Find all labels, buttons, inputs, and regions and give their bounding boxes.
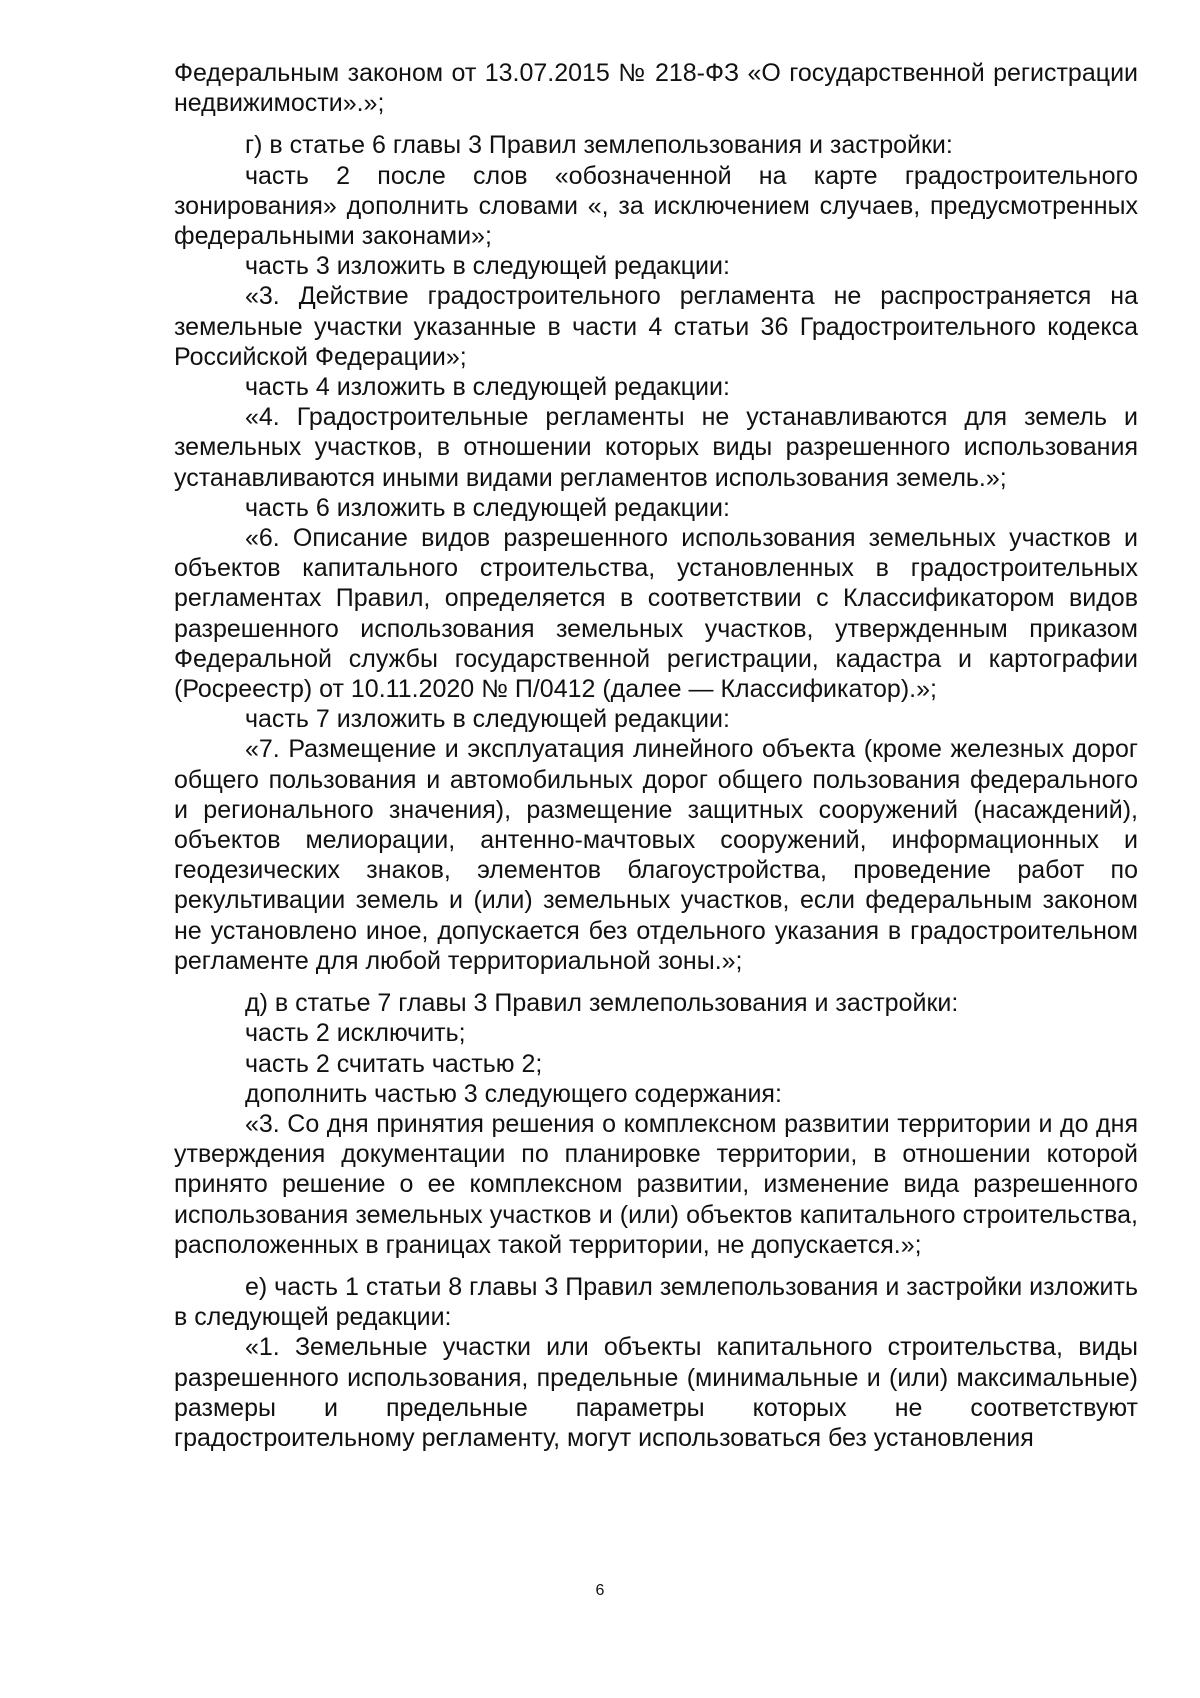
paragraph-item-g: г) в статье 6 главы 3 Правил землепользования и застройки: [245, 131, 953, 160]
paragraph-part-4-heading: часть 4 изложить в следующей редакции: [245, 373, 730, 402]
paragraph-add-part-3-heading: дополнить частью 3 следующего содержания: [245, 1079, 782, 1108]
paragraph-article-8-part-1-text: «1. Земельные участки или объекты капитального строительства, виды разрешенного использования, предельные (минимальные и (или) максимальные) размеры и предельные параметры которых не соответствуют градостроительному регламенту, могут использоваться без установления [174, 1333, 1138, 1452]
paragraph-part-7-heading: часть 7 изложить в следующей редакции: [245, 705, 730, 734]
paragraph-part-4-text: «4. Градостроительные регламенты не устанавливаются для земель и земельных участков, в отношении которых виды разрешенного использования устанавливаются иными видами регламентов использования земель.»; [174, 403, 1138, 492]
paragraph-part-7-text: «7. Размещение и эксплуатация линейного объекта (кроме железных дорог общего пользования и автомобильных дорог общего пользования федерального и регионального значения), размещение защитных сооружений (насаждений), объектов мелиорации, антенно-мачтовых сооружений, информационных и геодезических знаков, элементов благоустройства, проведение работ по рекультивации земель и (или) земельных участков, если федеральным законом не установлено иное, допускается без отдельного указания в градостроительном регламенте для любой территориальной зоны.»; [174, 735, 1138, 975]
paragraph-part-6-text: «6. Описание видов разрешенного использования земельных участков и объектов капитального строительства, установленных в градостроительных регламентах Правил, определяется в соответствии с Классификатором видов разрешенного использования земельных участков, утвержденным приказом Федеральной службы государственной регистрации, кадастра и картографии (Росреестр) от 10.11.2020 № П/0412 (далее — Классификатор).»; [174, 524, 1138, 704]
paragraph-part-6-heading: часть 6 изложить в следующей редакции: [245, 493, 730, 522]
paragraph-law-reference: Федеральным законом от 13.07.2015 № 218-ФЗ «О государственной регистрации недвижимости».»; [174, 59, 1138, 118]
paragraph-part-2-renumber: часть 2 считать частью 2; [245, 1049, 543, 1078]
paragraph-part-3-text: «3. Действие градостроительного регламента не распространяется на земельные участки указанные в части 4 статьи 36 Градостроительного кодекса Российской Федерации»; [174, 282, 1138, 371]
paragraph-add-part-3-text: «3. Со дня принятия решения о комплексном развитии территории и до дня утверждения документации по планировке территории, в отношении которой принято решение о ее комплексном развитии, изменение вида разрешенного использования земельных участков и (или) объектов капитального строительства, расположенных в границах такой территории, не допускается.»; [174, 1109, 1138, 1259]
paragraph-item-d: д) в статье 7 главы 3 Правил землепользования и застройки: [245, 989, 959, 1018]
paragraph-item-e: е) часть 1 статьи 8 главы 3 Правил землепользования и застройки изложить в следующей редакции: [174, 1272, 1138, 1332]
paragraph-part-2-addition: часть 2 после слов «обозначенной на карте градостроительного зонирования» дополнить словами «, за исключением случаев, предусмотренных федеральными законами»; [174, 161, 1138, 251]
paragraph-part-3-heading: часть 3 изложить в следующей редакции: [245, 252, 730, 281]
paragraph-part-2-exclude: часть 2 исключить; [245, 1019, 466, 1048]
document-body [174, 58, 1138, 1453]
page-number: 6 [595, 1582, 605, 1599]
